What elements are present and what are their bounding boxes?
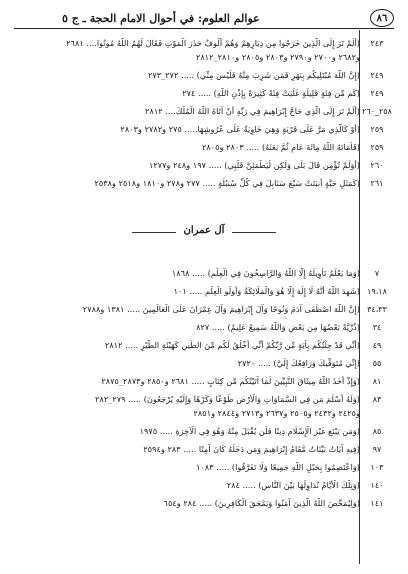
verse-number: ٢٤٩ bbox=[370, 71, 384, 80]
index-row bbox=[14, 70, 394, 81]
verse-entry: (ذُرِّيَّةً بَعْضُهَا مِن بَعْضٍ وَاللَّهُ سَمِيعٌ عَلِيمٌ) ..... ٨٢٧ bbox=[196, 322, 360, 332]
verse-entry: (وَلَهُ أَسْلَمَ مَن فِي السَّمَاوَاتِ وَالْأَرْضِ طَوْعًا وَكَرْهًا وَإِلَيْهِ يُرْجَعُونَ) ..... ٢٧٩_٢٨٢ bbox=[95, 394, 360, 404]
index-row bbox=[14, 480, 394, 491]
verse-number: ٢٦١ bbox=[370, 179, 384, 188]
index-row bbox=[14, 124, 394, 135]
page-number: ٨٦ bbox=[376, 12, 388, 24]
index-row bbox=[14, 408, 394, 419]
verse-number: ٢٥٩ bbox=[370, 143, 384, 152]
index-row bbox=[14, 178, 394, 189]
verse-number: ١٠٣ bbox=[370, 463, 384, 472]
verse-entry: و٢٤٢٥ و٢٤٣٢ و٢٥٠٥ و٢٦٣٧ و٢٧١٣ و٢٨٤٤ و٢٨٥١ bbox=[193, 408, 360, 418]
verse-number: ٨١ bbox=[372, 377, 382, 386]
index-row bbox=[14, 444, 394, 455]
index-row bbox=[14, 376, 394, 387]
verse-entry: (كَمَثَلِ حَبَّةٍ أَنبَتَتْ سَبْعَ سَنَابِلَ فِي كُلِّ سُنبُلَةٍ ..... ٢٧٧ و٢٧٨ و١٨١٠ و٢٥١٨ و٢٥٣٨ bbox=[94, 178, 360, 188]
verse-number: ٢٦٠ bbox=[370, 161, 384, 170]
index-row bbox=[14, 142, 394, 153]
page-header bbox=[14, 8, 394, 29]
volume-label: ـ ج ٥ bbox=[62, 11, 86, 25]
verse-entry: (شَهِدَ اللَّهُ أَنَّهُ لَا إِلَهَ إِلَّا هُوَ وَالْمَلَائِكَةُ وَأُولُو الْعِلْمِ ..... ١٠١ bbox=[173, 286, 360, 296]
section-title: آل عمران bbox=[183, 225, 225, 236]
verse-number: ٢٤٩ bbox=[370, 89, 384, 98]
book-title: عوالم العلوم: في أحوال الامام الحجة bbox=[89, 11, 260, 25]
running-title bbox=[14, 12, 364, 25]
verse-entry: (فَأَمَاتَهُ اللَّهُ مِائَةَ عَامٍ ثُمَّ بَعَثَهُ) ..... ٢٨٠٣ و٢٨٠٥ bbox=[201, 142, 360, 152]
verse-number: ٣٤،٣٣ bbox=[367, 305, 387, 314]
section-rule-right bbox=[232, 232, 276, 233]
verse-entry: (أَوَلَمْ تُؤْمِن قَالَ بَلَى وَلَكِن لِّيَطْمَئِنَّ قَلْبِي) ..... ١٩٧ و٢٤٨ و١٢٧٧ bbox=[148, 160, 360, 170]
verse-number: ١٩،١٨ bbox=[367, 287, 387, 296]
verse-entry: (وَمَن يَبْتَغِ غَيْرَ الْإِسْلَامِ دِينًا فَلَن يُقْبَلَ مِنْهُ وَهُوَ فِي الْآخِرَةِ ..... ١٩٧٥ bbox=[139, 426, 360, 436]
verse-number: ٢٥٨_٢٦٠ bbox=[362, 107, 392, 116]
verse-number: ٥٥ bbox=[372, 359, 382, 368]
index-row bbox=[14, 52, 394, 63]
verse-entry: (إِنَّ اللَّهَ اصْطَفَى آدَمَ وَنُوحًا وَآلَ إِبْرَاهِيمَ وَآلَ عِمْرَانَ عَلَى الْعَالَمِينَ ..... ١٣٨١ و٢٧٨٨ bbox=[82, 304, 360, 314]
index-row bbox=[14, 322, 394, 333]
verse-number: ١٤١ bbox=[370, 499, 384, 508]
verse-number: ٨٣ bbox=[372, 395, 382, 404]
verse-entry: (أَلَمْ تَرَ إِلَى الَّذِينَ خَرَجُوا مِن دِيَارِهِمْ وَهُمْ أُلُوفٌ حَذَرَ الْمَوْتِ فَقَالَ لَهُمُ اللَّهُ مُوتُوا.... ٢٦٨١ bbox=[66, 38, 360, 48]
verse-entry: (وَلِيُمَحِّصَ اللَّهُ الَّذِينَ آمَنُوا وَيَمْحَقَ الْكَافِرِينَ) ..... ٢٨٤ و٦٥٤ bbox=[163, 498, 360, 508]
verse-number: ٧ bbox=[374, 269, 380, 278]
verse-number: ٤٩ bbox=[372, 341, 382, 350]
verse-number bbox=[360, 408, 394, 419]
verse-number: ٢٤٣ bbox=[370, 39, 384, 48]
verse-entry: (إِنِّي مُتَوَفِّيكَ وَرَافِعُكَ إِلَيَّ) ..... ٢٧٢٠ bbox=[237, 358, 360, 368]
index-row bbox=[14, 88, 394, 99]
index-row bbox=[14, 498, 394, 509]
verse-number: ٨٥ bbox=[372, 427, 382, 436]
page-number-badge bbox=[370, 9, 394, 27]
verse-entry: (أَلَمْ تَرَ إِلَى الَّذِي حَاجَّ إِبْرَاهِيمَ فِي رَبِّهِ أَنْ آتَاهُ اللَّهُ الْمُلْكَ.... ٢٨١٢ bbox=[145, 106, 360, 116]
verse-entry: (كَم مِّن فِئَةٍ قَلِيلَةٍ غَلَبَتْ فِئَةً كَثِيرَةً بِإِذْنِ اللَّهِ) ..... ٢٧٤ bbox=[182, 88, 360, 98]
verse-entry: (وَتِلْكَ الْأَيَّامُ نُدَاوِلُهَا بَيْنَ النَّاسِ) ..... ٢٨٤ bbox=[226, 480, 360, 490]
verse-entry: (وَإِذْ أَخَذَ اللَّهُ مِيثَاقَ النَّبِيِّينَ لَمَا آتَيْتُكُم مِّن كِتَابٍ ..... ٢٦٨١ و٢٨٥٠ و٢٨٧٣_٢٨٧٥ bbox=[101, 376, 360, 386]
verse-number: ٢٥٩ bbox=[370, 125, 384, 134]
index-row bbox=[14, 358, 394, 369]
index-row bbox=[14, 340, 394, 351]
verse-entry: (وَاعْتَصِمُوا بِحَبْلِ اللَّهِ جَمِيعًا وَلَا تَفَرَّقُوا) ..... ١٠٨٣ bbox=[196, 462, 360, 472]
index-row bbox=[14, 106, 394, 117]
verse-number: ٩٧ bbox=[372, 445, 382, 454]
index-row bbox=[14, 160, 394, 171]
verse-number bbox=[360, 52, 394, 63]
index-row bbox=[14, 268, 394, 279]
verse-entry: و٢٦٨٢ و٢٧٠٠ و٢٧٩٠ و٢٨٠٣ و٢٨٠٥ و٢٨١٠_٢٨١٢ bbox=[195, 52, 360, 62]
verse-number: ٣٤ bbox=[372, 323, 382, 332]
index-row bbox=[14, 462, 394, 473]
verse-entry: (فِيهِ آيَاتٌ بَيِّنَاتٌ مَّقَامُ إِبْرَاهِيمَ وَمَن دَخَلَهُ كَانَ آمِنًا ..... ٢٨٣ و٢٥٩٤ bbox=[143, 444, 360, 454]
index-row bbox=[14, 394, 394, 405]
page bbox=[14, 8, 394, 564]
index-row bbox=[14, 304, 394, 315]
verse-entry: (وَمَا يَعْلَمُ تَأْوِيلَهُ إِلَّا اللَّهُ وَالرَّاسِخُونَ فِي الْعِلْمِ) ..... ١٨٦٨ bbox=[171, 268, 360, 278]
verse-number: ١٤٠ bbox=[370, 481, 384, 490]
index-row bbox=[14, 286, 394, 297]
verse-entry: (أَوْ كَالَّذِي مَرَّ عَلَى قَرْيَةٍ وَهِيَ خَاوِيَةٌ عَلَى عُرُوشِهَا..... ٢٧٥ و٢٧٨٢ و٢٨٠٣ bbox=[120, 124, 360, 134]
verse-entry: (إِنَّ اللَّهَ مُبْتَلِيكُم بِنَهَرٍ فَمَن شَرِبَ مِنْهُ فَلَيْسَ مِنِّي) ..... ٢٧٢_٢٧٣ bbox=[147, 70, 360, 80]
verse-entry: (أَنِّي قَدْ جِئْتُكُم بِآيَةٍ مِّن رَّبِّكُمْ أَنِّي أَخْلُقُ لَكُم مِّنَ الطِّينِ كَهَيْئَةِ الطَّيْرِ ..... ٢٨١٢ bbox=[104, 340, 360, 350]
index-row bbox=[14, 38, 394, 49]
index-row bbox=[14, 426, 394, 437]
